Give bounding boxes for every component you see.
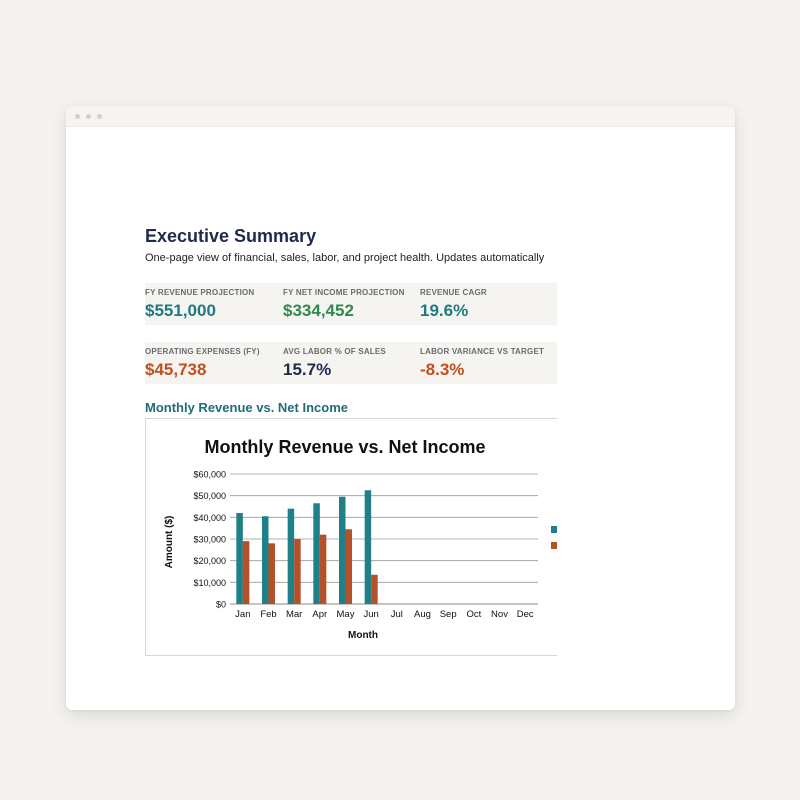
x-tick-label: Jul [390,609,403,620]
kpi-value: 15.7% [283,360,332,379]
bar-series-2-jun [371,575,378,604]
minimize-dot-icon[interactable] [86,114,91,119]
y-tick-label: $60,000 [193,469,226,480]
bar-series-1-jan [236,513,243,604]
y-axis-label: Amount ($) [164,515,175,569]
bar-series-2-may [346,529,353,604]
kpi-card-operating-expenses [145,342,282,384]
chart-container [145,418,557,656]
y-tick-label: $20,000 [193,556,226,567]
dashboard-content [145,224,557,664]
bar-series-2-apr [320,535,327,604]
kpi-card-revenue-projection [145,283,282,325]
bar-series-1-apr [313,503,320,604]
kpi-card-revenue-cagr [420,283,557,325]
kpi-label: FY NET INCOME PROJECTION [283,288,405,297]
kpi-label: REVENUE CAGR [420,288,487,297]
x-tick-label: Sep [439,609,457,620]
kpi-value: $334,452 [283,301,354,320]
bar-series-2-mar [294,539,301,604]
browser-window [66,106,735,710]
x-axis-label: Month [348,630,378,641]
window-titlebar [66,106,735,127]
close-dot-icon[interactable] [75,114,80,119]
kpi-value: $551,000 [145,301,216,320]
kpi-card-net-income-projection [283,283,420,325]
chart-section-heading: Monthly Revenue vs. Net Income [145,400,348,415]
x-tick-label: Oct [466,609,482,620]
kpi-card-labor-variance [420,342,557,384]
legend-swatch-series-1 [551,526,557,533]
x-tick-label: Jun [363,609,379,620]
x-tick-label: Apr [312,609,328,620]
bar-series-1-mar [288,509,295,604]
x-tick-label: Feb [260,609,277,620]
x-tick-label: May [336,609,355,620]
bar-series-1-jun [365,490,372,604]
y-tick-label: $50,000 [193,491,226,502]
kpi-value: 19.6% [420,301,469,320]
x-tick-label: Dec [516,609,534,620]
bar-series-1-may [339,497,346,604]
page-title: Executive Summary [145,226,317,246]
kpi-row-2 [145,342,557,384]
kpi-label: AVG LABOR % OF SALES [283,347,386,356]
x-tick-label: Aug [414,609,431,620]
kpi-card-avg-labor [283,342,420,384]
y-tick-label: $40,000 [193,512,226,523]
chart-title: Monthly Revenue vs. Net Income [204,437,486,457]
bar-series-2-feb [269,543,276,604]
maximize-dot-icon[interactable] [97,114,102,119]
kpi-row-1 [145,283,557,325]
y-tick-label: $30,000 [193,534,226,545]
bar-series-1-feb [262,516,269,604]
kpi-label: LABOR VARIANCE VS TARGET [420,347,545,356]
kpi-label: OPERATING EXPENSES (FY) [145,347,260,356]
bar-series-2-jan [243,541,250,604]
x-tick-label: Mar [285,609,303,620]
kpi-value: -8.3% [420,360,465,379]
kpi-value: $45,738 [145,360,207,379]
kpi-label: FY REVENUE PROJECTION [145,288,255,297]
x-tick-label: Jan [235,609,251,620]
x-tick-label: Nov [491,609,508,620]
legend-swatch-series-2 [551,542,557,549]
page-subtitle: One-page view of financial, sales, labor, and project health. Updates automatically [145,252,545,264]
revenue-income-chart [146,419,557,657]
y-tick-label: $0 [215,599,226,610]
y-tick-label: $10,000 [193,577,226,588]
